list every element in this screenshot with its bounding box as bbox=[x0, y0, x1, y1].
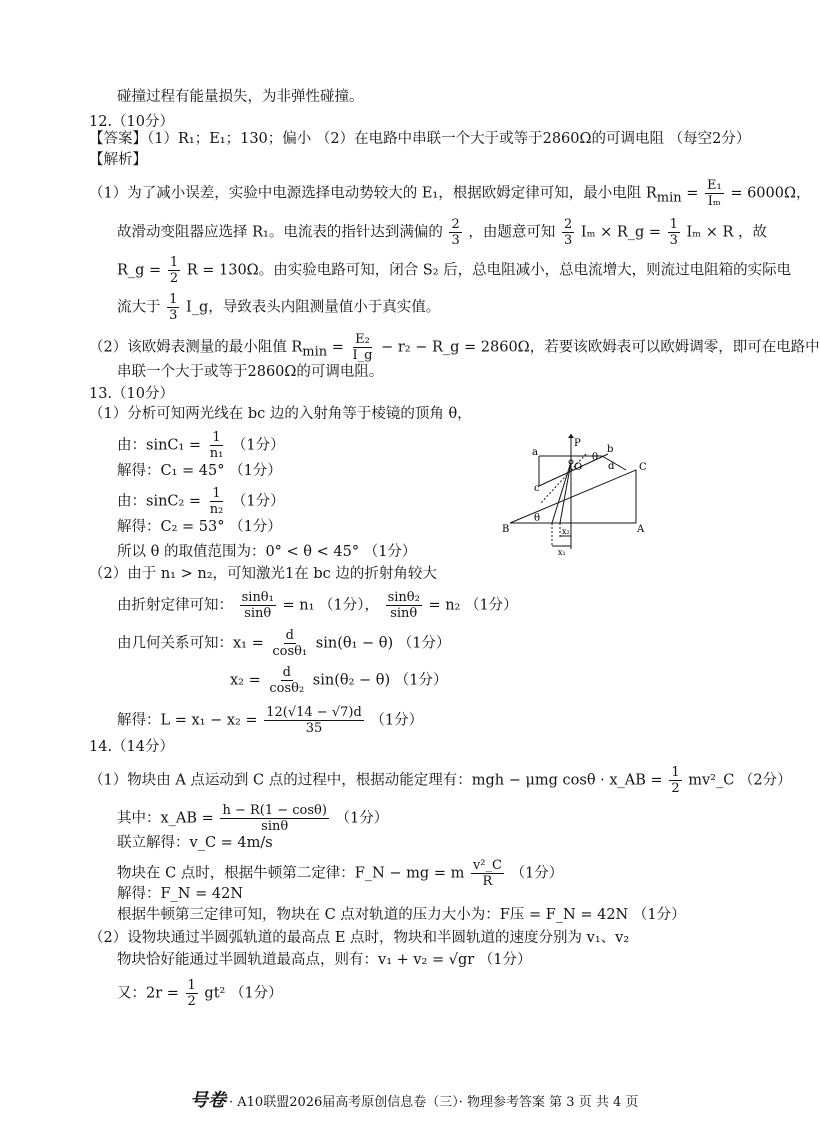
q12-p2-line2: 串联一个大于或等于2860Ω的可调电阻。 bbox=[117, 364, 384, 380]
q14-eq5: 根据牛顿第三定律可知，物块在 C 点对轨道的压力大小为：F压 = F_N = 42N （1分） bbox=[117, 907, 686, 923]
fraction: $\frac{d}{\text{cosθ₂}}$ bbox=[269, 665, 305, 696]
fraction: $\frac{\text{sinθ₂}}{\sin\theta}$ bbox=[387, 590, 420, 621]
q12-p2-line1: （2）该欧姆表测量的最小阻值 $R_{min}$ = $\frac{\text{E₂}}{I\_g}$ − r₂ − R_g = 2860Ω，若要该欧姆表可以欧姆调零，即可在电路中 bbox=[89, 332, 820, 363]
q14-header: 14.（14分） bbox=[89, 739, 175, 755]
fraction: $\frac{2}{3}$ bbox=[563, 217, 573, 248]
fraction: $\frac{\text{v²\_C}}{R}$ bbox=[472, 858, 502, 889]
q12-p1-line3: R_g = $\frac{1}{2}$ R = 130Ω。由实验电路可知，闭合 S₂ 后，总电阻减小，总电流增大，则流过电阻箱的实际电 bbox=[117, 255, 792, 286]
prism-diagram bbox=[496, 434, 676, 556]
q12-p1-line1: （1）为了减小误差，实验中电源选择电动势较大的 E₁，根据欧姆定律可知，最小电阻 $R_{min}$ = $\frac{\text{E₁}}{\text{Iₘ}}$ = 6000Ω， bbox=[89, 178, 811, 209]
fraction: $\frac{d}{\text{cosθ₁}}$ bbox=[272, 628, 308, 659]
q12-p1-line4: 流大于 $\frac{1}{3}$ I_g，导致表头内阻测量值小于真实值。 bbox=[117, 292, 441, 323]
q12-header: 12.（10分） bbox=[89, 114, 175, 130]
q13-header: 13.（10分） bbox=[89, 386, 175, 402]
fraction: $\frac{1}{\text{n₂}}$ bbox=[209, 486, 224, 517]
fraction: $\frac{\text{E₂}}{I\_g}$ bbox=[352, 332, 373, 363]
fraction: $\frac{12(√14 - √7)d}{35}$ bbox=[266, 705, 362, 736]
brand-logo: 号卷 bbox=[190, 1090, 226, 1111]
label-A: A bbox=[637, 524, 645, 535]
q14-eq3: 物块在 C 点时，根据牛顿第二定律：F_N − mg = m $\frac{\text{v²\_C}}{R}$ （1分） bbox=[117, 858, 564, 889]
fraction: $\frac{1}{2}$ bbox=[671, 765, 680, 796]
q13-eq2: 解得：C₁ = 45° （1分） bbox=[117, 463, 282, 479]
label-x1: x₁ bbox=[558, 548, 566, 557]
q13-geom2: x₂ = $\frac{d}{\text{cosθ₂}}$ sin(θ₂ − θ) （1分） bbox=[230, 665, 448, 696]
q14-eq7: 又：2r = $\frac{1}{2}$ gt² （1分） bbox=[117, 978, 283, 1009]
fraction: $\frac{1}{3}$ bbox=[169, 292, 178, 323]
q13-eq3: 由：sinC₂ = $\frac{1}{\text{n₂}}$ （1分） bbox=[117, 486, 285, 517]
label-a: a bbox=[532, 447, 538, 458]
prev-conclusion: 碰撞过程有能量损失，为非弹性碰撞。 bbox=[117, 89, 364, 105]
fraction: $\frac{1}{3}$ bbox=[669, 217, 678, 248]
prism-triangle bbox=[510, 470, 636, 523]
label-b: b bbox=[607, 444, 614, 455]
fraction: $\frac{1}{2}$ bbox=[169, 255, 179, 286]
page-footer bbox=[190, 1086, 638, 1112]
label-x2: x₂ bbox=[562, 527, 570, 536]
label-c: c bbox=[534, 483, 540, 494]
fraction: $\frac{1}{2}$ bbox=[187, 978, 196, 1009]
fraction: $\frac{\text{sinθ₁}}{\sin\theta}$ bbox=[241, 590, 274, 621]
q14-eq2: 联立解得：v_C = 4m/s bbox=[117, 835, 273, 851]
q14-p2: （2）设物块通过半圆弧轨道的最高点 E 点时，物块和半圆轨道的速度分别为 v₁、v₂ bbox=[89, 930, 630, 946]
q13-solution: 解得：L = x₁ − x₂ = $\frac{12(√14 - √7)d}{35}$ （1分） bbox=[117, 705, 424, 736]
label-B: B bbox=[502, 524, 510, 535]
fraction: $\frac{1}{\text{n₁}}$ bbox=[209, 430, 224, 461]
footer-text: · A10联盟2026届高考原创信息卷（三）· 物理参考答案 第 3 页 共 4 页 bbox=[229, 1095, 639, 1110]
q13-eq5: 所以 θ 的取值范围为：0° < θ < 45° （1分） bbox=[117, 544, 417, 560]
q13-eq4: 解得：C₂ = 53° （1分） bbox=[117, 519, 282, 535]
label-d: d bbox=[608, 461, 615, 472]
q14-eq4: 解得：F_N = 42N bbox=[117, 886, 244, 902]
q12-analysis-tag: 【解析】 bbox=[89, 152, 147, 168]
label-O: O bbox=[574, 462, 583, 473]
q12-p1-line2: 故滑动变阻器应选择 R₁。电流表的指针达到满偏的 $\frac{2}{3}$ ，由题意可知 $\frac{2}{3}$ Iₘ × R_g = $\frac{1}{3}$ Iₘ × R ，故 bbox=[117, 217, 768, 248]
label-C: C bbox=[639, 462, 647, 473]
q14-eq1: 其中：x_AB = $\frac{h - R(1 - \cos\theta)}{\sin\theta}$ （1分） bbox=[117, 803, 389, 834]
label-P: P bbox=[574, 438, 581, 449]
q12-answer: 【答案】（1）R₁；E₁；130；偏小 （2）在电路中串联一个大于或等于2860Ω的可调电阻 （每空2分） bbox=[89, 131, 751, 147]
label-theta-top: θ bbox=[592, 452, 599, 463]
q14-eq6: 物块恰好能通过半圆轨道最高点，则有：v₁ + v₂ = √gr （1分） bbox=[117, 952, 532, 968]
q13-refraction: 由折射定律可知： $\frac{\text{sinθ₁}}{\sin\theta}$ = n₁ （1分）， $\frac{\text{sinθ₂}}{\sin\theta}$ = n₂ （1分） bbox=[117, 590, 518, 621]
q13-p1: （1）分析可知两光线在 bc 边的入射角等于棱镜的顶角 θ， bbox=[89, 406, 472, 422]
q14-p1: （1）物块由 A 点运动到 C 点的过程中，根据动能定理有：mgh − μmg cosθ · x_AB = $\frac{1}{2}$ mv²_C （2分） bbox=[89, 765, 792, 796]
fraction: $\frac{h - R(1 - \cos\theta)}{\sin\theta}$ bbox=[222, 803, 327, 834]
fraction: $\frac{\text{E₁}}{\text{Iₘ}}$ bbox=[707, 178, 722, 209]
fraction: $\frac{2}{3}$ bbox=[451, 217, 460, 248]
q13-p2: （2）由于 n₁ > n₂，可知激光1在 bc 边的折射角较大 bbox=[89, 566, 437, 582]
q13-eq1: 由：sinC₁ = $\frac{1}{\text{n₁}}$ （1分） bbox=[117, 430, 285, 461]
label-theta-bottom: θ bbox=[534, 513, 541, 524]
q13-geom1: 由几何关系可知：x₁ = $\frac{d}{\text{cosθ₁}}$ sin(θ₁ − θ) （1分） bbox=[117, 628, 451, 659]
